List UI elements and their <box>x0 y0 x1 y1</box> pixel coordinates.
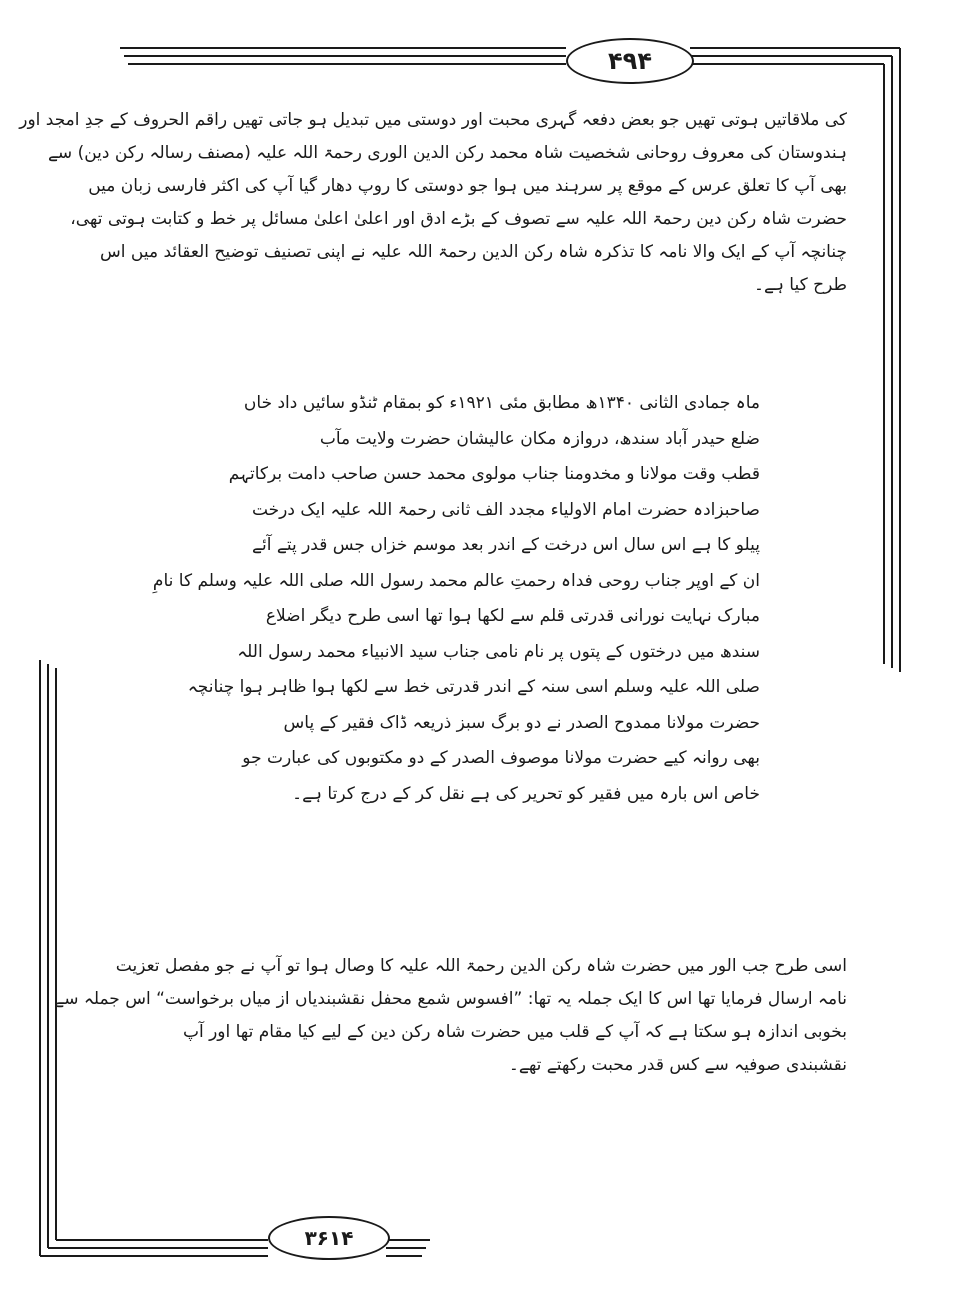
text-line: اسی طرح جب الور میں حضرت شاہ رکن الدین رحمۃ اللہ علیہ کا وصال ہوا تو آپ نے جو مفصل تعزیت <box>115 956 847 976</box>
quote-line: حضرت مولانا ممدوح الصدر نے دو برگ سبز ذریعہ ڈاک فقیر کے پاس <box>283 712 760 733</box>
text-line: نقشبندی صوفیہ سے کس قدر محبت رکھتے تھے۔ <box>508 1055 847 1075</box>
quote-line: خاص اس بارہ میں فقیر کو تحریر کی ہے نقل کر کے درج کرتا ہے۔ <box>292 783 760 804</box>
paragraph-1 <box>19 104 847 302</box>
quote-line: سندھ میں درختوں کے پتوں پر نام نامی جناب سید الانبیاء محمد رسول اللہ <box>237 641 760 662</box>
quote-line: ماہ جمادی الثانی ۱۳۴۰ھ مطابق مئی ۱۹۲۱ء کو بمقام ٹنڈو سائیں داد خاں <box>243 393 760 413</box>
page-number-top: ۴۹۴ <box>566 38 694 84</box>
quote-line: صلی اللہ علیہ وسلم اسی سنہ کے اندر قدرتی خط سے لکھا ہوا ظاہر ہوا چنانچہ <box>187 677 760 697</box>
page-number-bottom: ۳۶۱۴ <box>268 1216 390 1260</box>
text-line: بخوبی اندازہ ہو سکتا ہے کہ آپ کے قلب میں حضرت شاہ رکن دین کے لیے کیا مقام تھا اور آپ <box>182 1022 847 1042</box>
text-line: ہندوستان کی معروف روحانی شخصیت شاہ محمد رکن الدین الوری رحمۃ اللہ علیہ (مصنف رسالہ رکن دین) سے <box>47 143 847 163</box>
text-line: حضرت شاہ رکن دین رحمۃ اللہ علیہ سے تصوف کے بڑے ادق اور اعلیٰ اعلیٰ مسائل پر خط و کتابت ہوتی تھی، <box>70 209 847 229</box>
block-quote <box>152 386 760 812</box>
text-line: کی ملاقاتیں ہوتی تھیں جو بعض دفعہ گہری محبت اور دوستی میں تبدیل ہو جاتی تھیں راقم الحروف کے جدِ امجد اور <box>19 110 847 130</box>
text-line: طرح کیا ہے۔ <box>754 275 847 295</box>
quote-line: بھی روانہ کیے حضرت مولانا موصوف الصدر کے دو مکتوبوں کی عبارت جو <box>242 748 760 768</box>
quote-line: قطب وقت مولانا و مخدومنا جناب مولوی محمد حسن صاحب دامت برکاتہم <box>228 464 760 484</box>
quote-line: صاحبزادہ حضرت امام الاولیاء مجدد الف ثانی رحمۃ اللہ علیہ ایک درخت <box>251 499 760 520</box>
quote-line: ان کے اوپر جناب روحی فداہ رحمتِ عالم محمد رسول اللہ صلی اللہ علیہ وسلم کا نامِ <box>152 570 760 591</box>
text-line: بھی آپ کا تعلق عرس کے موقع پر سرہند میں ہوا جو دوستی کا روپ دھار گیا آپ کی اکثر فارسی زبان میں <box>88 176 847 196</box>
quote-line: پیلو کا ہے اس سال اس درخت کے اندر بعد موسم خزاں جس قدر پتے آئے <box>252 535 760 555</box>
text-line: نامہ ارسال فرمایا تھا اس کا ایک جملہ یہ تھا: ”افسوس شمع محفل نقشبندیاں از میاں برخواست“ اس جملہ سے <box>54 989 847 1009</box>
quote-line: ضلع حیدر آباد سندھ، دروازہ مکان عالیشان حضرت ولایت مآب <box>319 428 760 449</box>
paragraph-2 <box>54 950 847 1082</box>
quote-line: مبارک نہایت نورانی قدرتی قلم سے لکھا ہوا تھا اسی طرح دیگر اضلاع <box>265 606 760 626</box>
text-line: چنانچہ آپ کے ایک والا نامہ کا تذکرہ شاہ رکن الدین رحمۃ اللہ علیہ نے اپنی تصنیف توضیح العقائد میں اس <box>100 242 847 262</box>
